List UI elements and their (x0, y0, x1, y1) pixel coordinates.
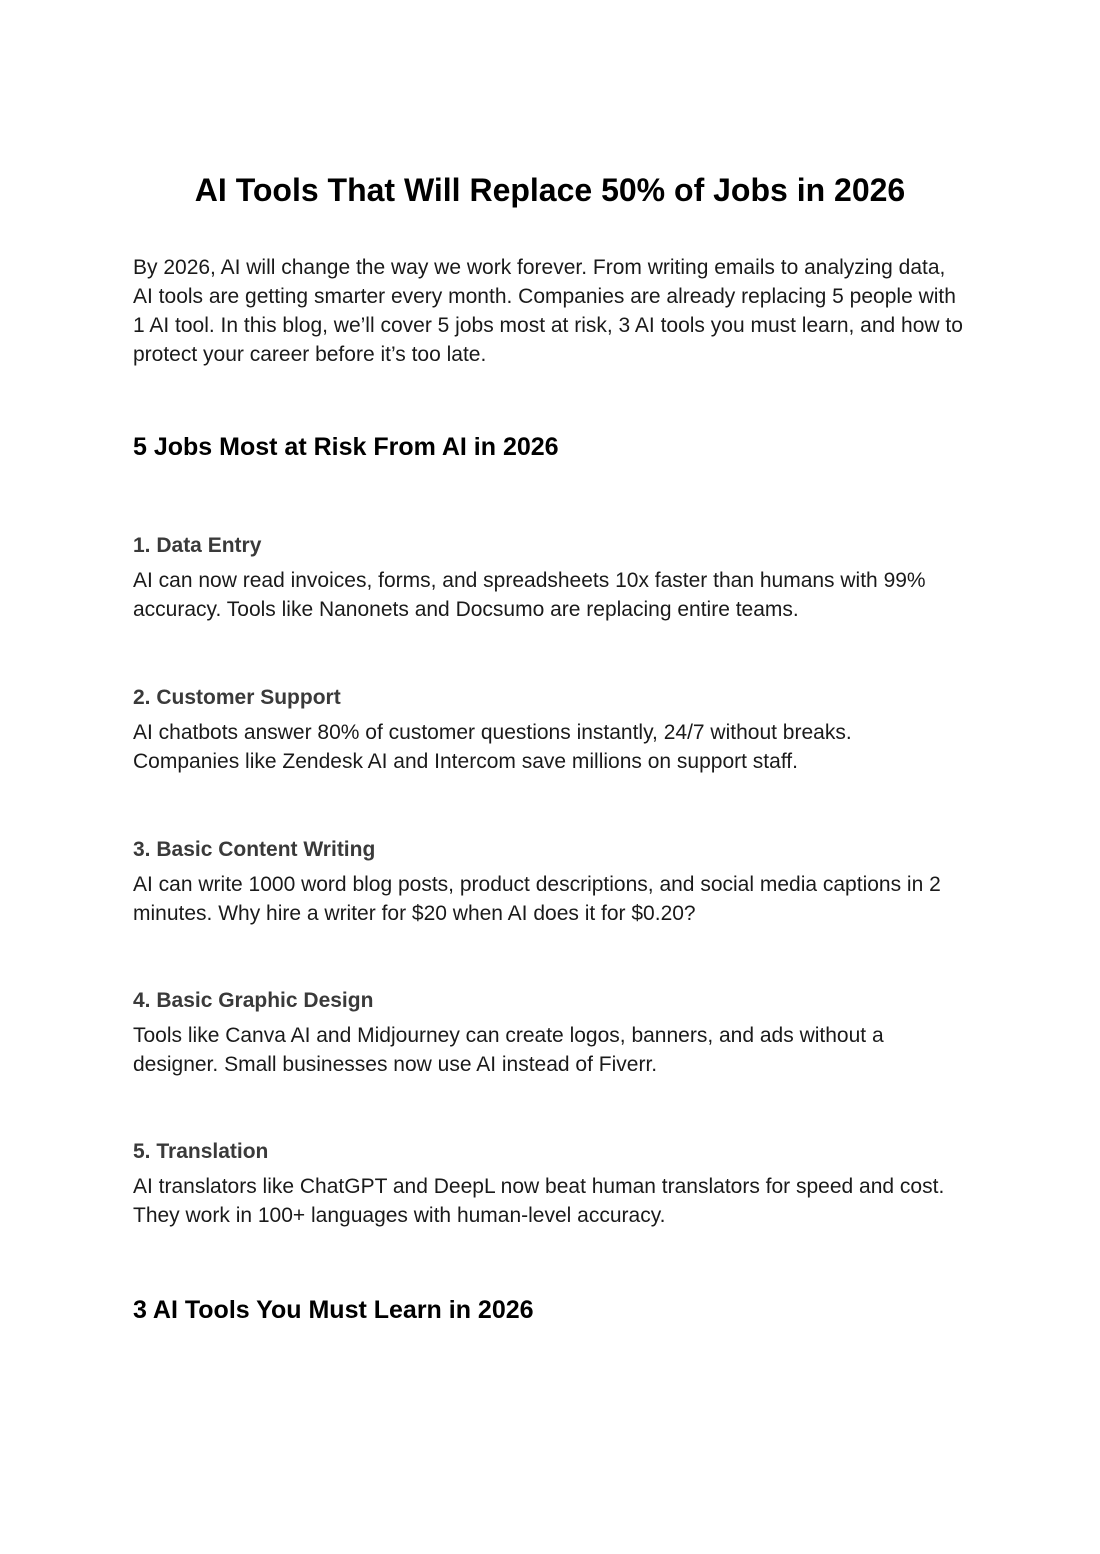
section-heading-tools-to-learn: 3 AI Tools You Must Learn in 2026 (133, 1296, 534, 1324)
job-title: 4. Basic Graphic Design (133, 989, 374, 1012)
job-description: AI can now read invoices, forms, and spreadsheets 10x faster than humans with 99% accuracy. Tools like Nanonets and Docsumo are replacing entire teams. (133, 569, 926, 621)
job-title: 1. Data Entry (133, 534, 262, 557)
job-item-customer-support (133, 684, 963, 776)
job-description: AI chatbots answer 80% of customer questions instantly, 24/7 without breaks. Companies like Zendesk AI and Intercom save millions on support staff. (133, 721, 852, 773)
job-description: Tools like Canva AI and Midjourney can create logos, banners, and ads without a designer. Small businesses now use AI instead of Fiverr. (133, 1024, 884, 1076)
intro-paragraph: By 2026, AI will change the way we work forever. From writing emails to analyzing data, AI tools are getting smarter every month. Companies are already replacing 5 people with 1 AI tool. In this blog, we’ll cover 5 jobs most at risk, 3 AI tools you must learn, and how to protect your career before it’s too late. (133, 256, 963, 366)
job-item-data-entry (133, 532, 963, 624)
job-title: 5. Translation (133, 1140, 269, 1163)
job-description: AI translators like ChatGPT and DeepL now beat human translators for speed and cost. They work in 100+ languages with human-level accuracy. (133, 1175, 945, 1227)
job-item-translation (133, 1138, 963, 1230)
job-description: AI can write 1000 word blog posts, product descriptions, and social media captions in 2 minutes. Why hire a writer for $20 when AI does it for $0.20? (133, 873, 941, 925)
job-item-graphic-design (133, 987, 963, 1079)
document-title: AI Tools That Will Replace 50% of Jobs in 2026 (194, 172, 906, 208)
section-heading-jobs-at-risk: 5 Jobs Most at Risk From AI in 2026 (133, 433, 559, 461)
job-title: 2. Customer Support (133, 686, 341, 709)
job-title: 3. Basic Content Writing (133, 838, 376, 861)
job-item-content-writing (133, 836, 963, 928)
